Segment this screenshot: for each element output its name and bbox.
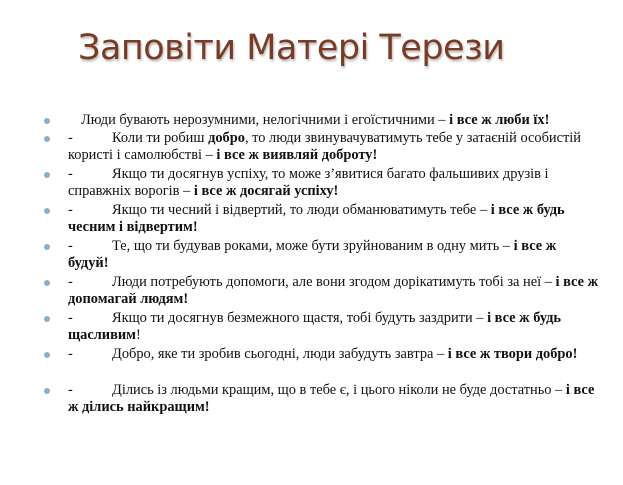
bullet-emphasis: і все ж будь щасливим (68, 310, 562, 343)
bullet-marker-icon (44, 208, 50, 214)
bullet-item (44, 346, 600, 363)
bullet-marker-icon (44, 118, 50, 124)
bullet-dash: - (68, 310, 73, 326)
bullet-marker-icon (44, 280, 50, 286)
slide-title: Заповіти Матері Терези (78, 28, 505, 68)
bullet-text: Якщо ти досягнув успіху, то може з’явитися багато фальшивих друзів і справжніх ворогів – (68, 166, 549, 199)
bullet-marker-icon (44, 172, 50, 178)
bullet-text: Якщо ти досягнув безмежного щастя, тобі будуть заздрити – (112, 310, 488, 326)
bullet-dash: - (68, 382, 73, 398)
bullet-text: Коли ти робиш (112, 130, 209, 146)
bullet-item (44, 310, 600, 344)
bullet-item (44, 274, 600, 308)
bullet-item (44, 238, 600, 272)
bullet-emphasis: і все ж будуй! (68, 238, 557, 271)
bullet-marker-icon (44, 388, 50, 394)
bullet-emphasis: добро (208, 130, 245, 146)
bullet-dash: - (68, 346, 73, 362)
bullet-emphasis: і все ж твори добро! (447, 346, 578, 362)
bullet-marker-icon (44, 244, 50, 250)
bullet-dash: - (68, 238, 73, 254)
bullet-text: Якщо ти чесний і відвертий, то люди обманюватимуть тебе – (112, 202, 491, 218)
bullet-emphasis: і все ж виявляй доброту! (216, 147, 378, 163)
bullet-text: Люди бувають нерозумними, нелогічними і егоїстичними – (81, 112, 450, 128)
bullet-item (44, 202, 600, 236)
bullet-emphasis: і все ж будь чесним і відвертим! (68, 202, 565, 235)
bullet-dash: - (68, 166, 73, 182)
bullet-dash: - (68, 274, 73, 290)
bullet-marker-icon (44, 352, 50, 358)
bullet-emphasis: і все ж досягай успіху! (193, 183, 339, 199)
bullet-text: ! (135, 327, 141, 343)
bullet-dash: - (68, 202, 73, 218)
bullet-text: , то люди звинувачуватимуть тебе у затаєній особистій користі і самолюбстві – (68, 130, 581, 163)
bullet-text: Люди потребують допомоги, але вони згодом дорікатимуть тобі за неї – (112, 274, 556, 290)
bullet-item (44, 130, 600, 164)
bullet-item (44, 112, 600, 129)
bullet-dash: - (68, 130, 73, 146)
bullet-text: Те, що ти будував роками, може бути зруйнованим в одну мить – (112, 238, 514, 254)
bullet-marker-icon (44, 316, 50, 322)
bullet-marker-icon (44, 136, 50, 142)
bullet-item (44, 382, 600, 416)
bullet-text: Добро, яке ти зробив сьогодні, люди забудуть завтра – (112, 346, 448, 362)
bullet-emphasis: і все ж допомагай людям! (68, 274, 599, 307)
bullet-item (44, 166, 600, 200)
bullet-text: Ділись із людьми кращим, що в тебе є, і цього ніколи не буде достатньо – (112, 382, 566, 398)
bullet-emphasis: і все ж ділись найкращим! (68, 382, 595, 415)
bullet-emphasis: і все ж люби їх! (449, 112, 550, 128)
